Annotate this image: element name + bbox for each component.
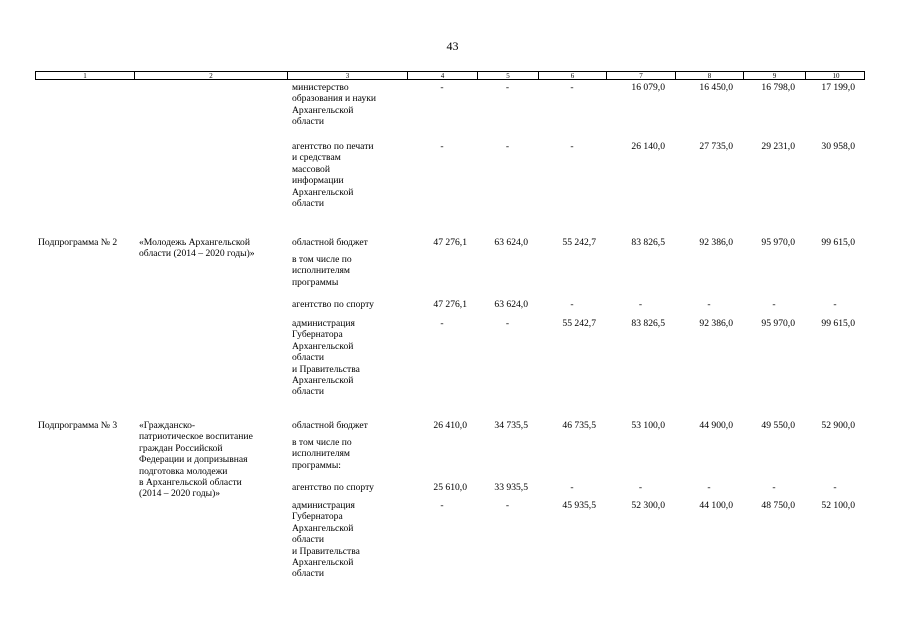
executor-line: и Правительства <box>292 363 360 375</box>
value-cell: 48 750,0 <box>761 500 795 511</box>
value-cell: 16 450,0 <box>699 82 733 93</box>
value-cell: 95 970,0 <box>761 237 795 248</box>
value-cell: 45 935,5 <box>562 500 596 511</box>
executor-line: Архангельской <box>292 104 354 116</box>
value-cell: 34 735,5 <box>494 420 528 431</box>
value-cell: - <box>505 141 510 152</box>
value-cell: 95 970,0 <box>761 318 795 329</box>
value-cell: 83 826,5 <box>631 237 665 248</box>
value-cell: 92 386,0 <box>699 318 733 329</box>
executor-line: областной бюджет <box>292 420 368 431</box>
value-cell: 47 276,1 <box>433 237 467 248</box>
column-header-4: 4 <box>408 72 478 79</box>
value-cell: 46 735,5 <box>562 420 596 431</box>
value-cell: - <box>638 482 643 493</box>
value-cell: - <box>440 82 444 93</box>
executor-line: области <box>292 352 325 364</box>
column-header-8: 8 <box>676 72 744 79</box>
executor-line: министерство <box>292 82 349 93</box>
subprogram-title-line: в Архангельской области <box>139 477 242 488</box>
column-header-6: 6 <box>539 72 607 79</box>
subprogram-title-line: области (2014 – 2020 годы)» <box>139 248 255 260</box>
column-header-3: 3 <box>288 72 408 79</box>
value-cell: - <box>707 299 711 310</box>
executor-line: области <box>292 568 325 580</box>
value-cell: 26 140,0 <box>631 141 665 152</box>
executor-line: образования и науки <box>292 93 377 105</box>
column-header-9: 9 <box>744 72 806 79</box>
column-header-7: 7 <box>607 72 676 79</box>
value-cell: 99 615,0 <box>821 318 855 329</box>
executor-line: массовой <box>292 163 330 175</box>
subprogram-title-line: «Гражданско- <box>139 420 196 431</box>
value-cell: 52 300,0 <box>631 500 665 511</box>
value-cell: 16 798,0 <box>761 82 795 93</box>
executor-line: Архангельской <box>292 522 354 534</box>
executor-line: агентство по спорту <box>292 482 374 493</box>
value-cell: 33 935,5 <box>494 482 528 493</box>
executor-line: администрация <box>292 318 355 329</box>
executor-line: области <box>292 198 325 209</box>
value-cell: - <box>440 318 444 329</box>
value-cell: - <box>833 299 837 310</box>
value-cell: 17 199,0 <box>821 82 855 93</box>
executor-line: Архангельской <box>292 186 354 198</box>
column-header-2: 2 <box>135 72 288 79</box>
value-cell: 52 100,0 <box>821 500 855 511</box>
value-cell: 29 231,0 <box>761 141 795 152</box>
value-cell: - <box>772 482 776 493</box>
executor-line: Архангельской <box>292 375 354 386</box>
subprogram-label: Подпрограмма № 2 <box>38 237 118 248</box>
subprogram-label: Подпрограмма № 3 <box>38 420 118 431</box>
subprogram-title-line: граждан Российской <box>139 442 223 454</box>
subprogram-title-line: «Молодежь Архангельской <box>139 237 250 248</box>
executor-line: области <box>292 534 325 546</box>
executor-line: информации <box>292 175 344 187</box>
value-cell: 30 958,0 <box>821 141 855 152</box>
value-cell: - <box>570 299 574 310</box>
executor-line: Губернатора <box>292 329 343 341</box>
value-cell: - <box>440 141 444 152</box>
executor-line: Архангельской <box>292 340 354 352</box>
value-cell: - <box>505 318 510 329</box>
executor-line: администрация <box>292 500 355 511</box>
value-cell: 55 242,7 <box>562 318 596 329</box>
value-cell: 44 900,0 <box>699 420 733 431</box>
value-cell: 26 410,0 <box>433 420 467 431</box>
value-cell: 27 735,0 <box>699 141 733 152</box>
value-cell: - <box>772 299 776 310</box>
value-cell: 63 624,0 <box>494 237 528 248</box>
subprogram-title-line: патриотическое воспитание <box>139 431 253 443</box>
subprogram-title-line: подготовка молодежи <box>139 465 228 477</box>
value-cell: - <box>638 299 643 310</box>
executor-line: области <box>292 116 325 128</box>
page-number: 43 <box>446 39 459 53</box>
executor-line: программы: <box>292 459 341 471</box>
value-cell: 25 610,0 <box>433 482 467 493</box>
value-cell: 55 242,7 <box>562 237 596 248</box>
value-cell: - <box>505 500 510 511</box>
column-header-5: 5 <box>478 72 539 79</box>
column-header-1: 1 <box>36 72 135 79</box>
value-cell: - <box>570 141 574 152</box>
value-cell: - <box>707 482 711 493</box>
value-cell: 83 826,5 <box>631 318 665 329</box>
executor-line: программы <box>292 276 339 288</box>
value-cell: 99 615,0 <box>821 237 855 248</box>
executor-line: Архангельской <box>292 557 354 568</box>
column-header-10: 10 <box>832 72 840 80</box>
executor-line: Губернатора <box>292 511 343 523</box>
value-cell: 49 550,0 <box>761 420 795 431</box>
value-cell: - <box>440 500 444 511</box>
executor-line: исполнителям <box>292 265 350 277</box>
subprogram-title-line: Федерации и допризывная <box>139 454 248 466</box>
value-cell: 16 079,0 <box>631 82 665 93</box>
executor-line: и Правительства <box>292 545 360 557</box>
value-cell: 92 386,0 <box>699 237 733 248</box>
value-cell: 53 100,0 <box>631 420 665 431</box>
executor-line: и средствам <box>292 152 341 164</box>
value-cell: 44 100,0 <box>699 500 733 511</box>
executor-line: агентство по печати <box>292 141 374 152</box>
executor-line: агентство по спорту <box>292 299 374 310</box>
value-cell: 52 900,0 <box>821 420 855 431</box>
value-cell: - <box>505 82 510 93</box>
table-header-row <box>35 71 865 80</box>
executor-line: в том числе по <box>292 254 352 265</box>
subprogram-title-line: (2014 – 2020 годы)» <box>139 488 221 500</box>
executor-line: областной бюджет <box>292 237 368 248</box>
value-cell: - <box>570 82 574 93</box>
value-cell: - <box>570 482 574 493</box>
value-cell: 47 276,1 <box>433 299 467 310</box>
value-cell: 63 624,0 <box>494 299 528 310</box>
executor-line: исполнителям <box>292 448 350 460</box>
executor-line: в том числе по <box>292 437 352 448</box>
value-cell: - <box>833 482 837 493</box>
executor-line: области <box>292 386 325 398</box>
